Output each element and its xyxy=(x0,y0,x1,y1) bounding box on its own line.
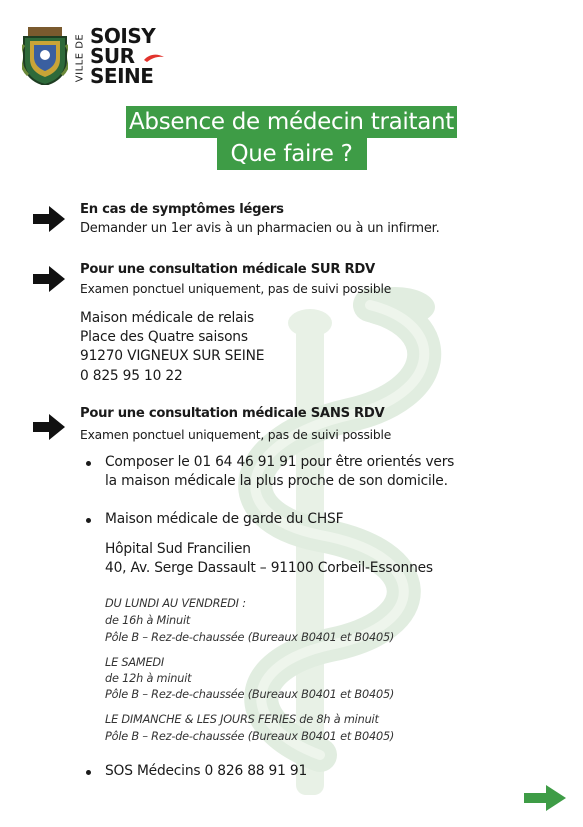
schedule-saturday-line: LE SAMEDI xyxy=(105,656,165,669)
section2-phone: 0 825 95 10 22 xyxy=(80,368,183,384)
bullet3-sos-medecins: SOS Médecins 0 826 88 91 91 xyxy=(105,763,308,779)
section2-address-line: Place des Quatre saisons xyxy=(80,329,248,345)
section1-heading: En cas de symptômes légers xyxy=(80,202,284,217)
coat-of-arms-icon xyxy=(22,27,68,85)
section2-heading: Pour une consultation médicale SUR RDV xyxy=(80,262,375,277)
logo-ville-de: VILLE DE xyxy=(74,33,86,83)
bullet-dot xyxy=(86,518,91,523)
city-logo xyxy=(22,24,172,90)
section3-subheading: Examen ponctuel uniquement, pas de suivi possible xyxy=(80,428,392,442)
arrow-right-icon xyxy=(32,412,66,442)
section1-text: Demander un 1er avis à un pharmacien ou à un infirmer. xyxy=(80,221,440,236)
bullet-dot xyxy=(86,461,91,466)
logo-word-sur: SUR xyxy=(90,44,135,68)
schedule-sunday-line: Pôle B – Rez-de-chaussée (Bureaux B0401 et B0405) xyxy=(105,730,395,743)
page-title xyxy=(0,106,583,170)
bullet1-line: la maison médicale la plus proche de son domicile. xyxy=(105,473,448,489)
bullet-dot xyxy=(86,770,91,775)
section2-address-line: 91270 VIGNEUX SUR SEINE xyxy=(80,348,265,364)
logo-word-soisy: SOISY xyxy=(90,24,156,48)
title-line-1: Absence de médecin traitant xyxy=(126,106,457,138)
hospital-address: 40, Av. Serge Dassault – 91100 Corbeil-Essonnes xyxy=(105,560,433,576)
logo-word-seine: SEINE xyxy=(90,64,154,88)
section3-heading: Pour une consultation médicale SANS RDV xyxy=(80,406,385,421)
bullet1-line: Composer le 01 64 46 91 91 pour être orientés vers xyxy=(105,454,455,470)
hospital-name: Hôpital Sud Francilien xyxy=(105,541,251,557)
section2-address-line: Maison médicale de relais xyxy=(80,310,255,326)
schedule-weekday-line: de 16h à Minuit xyxy=(105,614,191,627)
logo-swoosh-icon xyxy=(143,53,165,63)
next-page-arrow-icon[interactable] xyxy=(522,783,568,813)
bullet2-title: Maison médicale de garde du CHSF xyxy=(105,511,344,527)
schedule-saturday-line: Pôle B – Rez-de-chaussée (Bureaux B0401 et B0405) xyxy=(105,688,395,701)
schedule-saturday-line: de 12h à minuit xyxy=(105,672,192,685)
title-line-2: Que faire ? xyxy=(217,138,367,170)
arrow-right-icon xyxy=(32,204,66,234)
section2-subheading: Examen ponctuel uniquement, pas de suivi possible xyxy=(80,282,392,296)
schedule-sunday-line: LE DIMANCHE & LES JOURS FERIES de 8h à minuit xyxy=(105,713,379,726)
schedule-weekday-line: Pôle B – Rez-de-chaussée (Bureaux B0401 et B0405) xyxy=(105,631,395,644)
schedule-weekday-line: DU LUNDI AU VENDREDI : xyxy=(105,597,246,610)
arrow-right-icon xyxy=(32,264,66,294)
